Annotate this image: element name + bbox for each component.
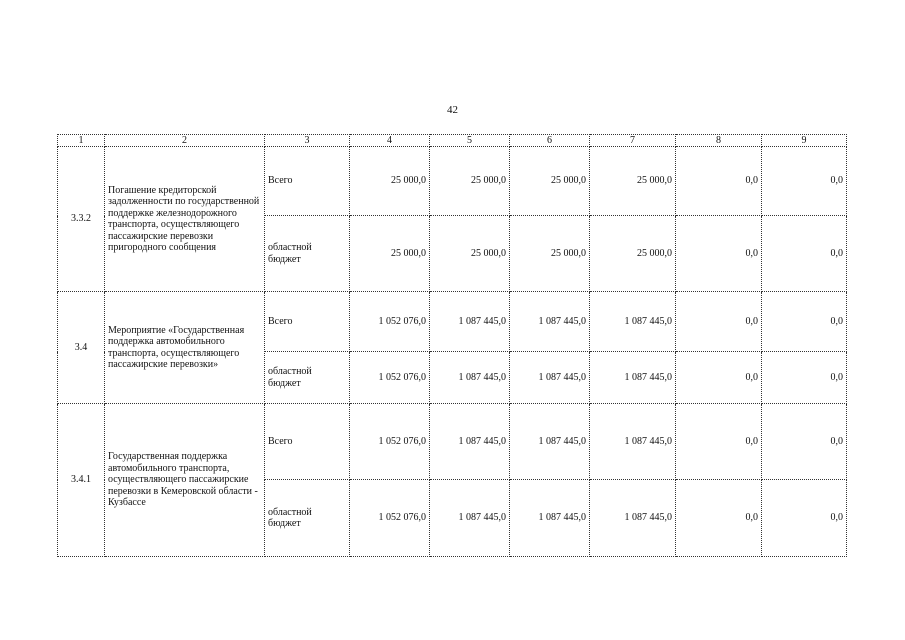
- value-cell: 1 052 076,0: [350, 292, 430, 352]
- value-cell: 1 087 445,0: [430, 404, 510, 480]
- header-cell: 6: [510, 135, 590, 147]
- value-cell: 0,0: [676, 147, 762, 216]
- value-cell: 25 000,0: [510, 216, 590, 292]
- item-name: Мероприятие «Государственная поддержка автомобильного транспорта, осуществляющего пассажирские перевозки»: [105, 292, 265, 404]
- header-cell: 3: [265, 135, 350, 147]
- value-cell: 0,0: [762, 147, 847, 216]
- value-cell: 1 087 445,0: [430, 352, 510, 404]
- funding-source: областной бюджет: [265, 480, 350, 557]
- table-row: [58, 292, 847, 352]
- value-cell: 1 052 076,0: [350, 352, 430, 404]
- value-cell: 25 000,0: [430, 147, 510, 216]
- value-cell: 25 000,0: [430, 216, 510, 292]
- header-cell: 2: [105, 135, 265, 147]
- value-cell: 0,0: [762, 292, 847, 352]
- value-cell: 25 000,0: [350, 216, 430, 292]
- item-number: 3.4.1: [58, 404, 105, 557]
- item-number: 3.4: [58, 292, 105, 404]
- value-cell: 1 087 445,0: [510, 480, 590, 557]
- header-row: [58, 135, 847, 147]
- value-cell: 0,0: [676, 216, 762, 292]
- value-cell: 0,0: [762, 480, 847, 557]
- table-row: [58, 147, 847, 216]
- value-cell: 0,0: [762, 352, 847, 404]
- budget-table: [57, 134, 847, 557]
- header-cell: 5: [430, 135, 510, 147]
- header-cell: 8: [676, 135, 762, 147]
- header-cell: 4: [350, 135, 430, 147]
- page-number: 42: [447, 104, 458, 116]
- header-cell: 7: [590, 135, 676, 147]
- value-cell: 1 087 445,0: [510, 352, 590, 404]
- funding-source: Всего: [265, 292, 350, 352]
- value-cell: 1 087 445,0: [510, 292, 590, 352]
- funding-source: Всего: [265, 404, 350, 480]
- value-cell: 0,0: [676, 404, 762, 480]
- value-cell: 1 052 076,0: [350, 404, 430, 480]
- value-cell: 1 087 445,0: [590, 352, 676, 404]
- value-cell: 0,0: [676, 480, 762, 557]
- value-cell: 1 087 445,0: [590, 292, 676, 352]
- header-cell: 1: [58, 135, 105, 147]
- funding-source: Всего: [265, 147, 350, 216]
- value-cell: 1 052 076,0: [350, 480, 430, 557]
- table-row: [58, 404, 847, 480]
- funding-source: областной бюджет: [265, 352, 350, 404]
- value-cell: 1 087 445,0: [590, 480, 676, 557]
- value-cell: 1 087 445,0: [430, 292, 510, 352]
- value-cell: 25 000,0: [590, 216, 676, 292]
- value-cell: 0,0: [676, 292, 762, 352]
- item-name: Погашение кредиторской задолженности по государственной поддержке железнодорожного транспорта, осуществляющего пассажирские перевозки пригородного сообщения: [105, 147, 265, 292]
- value-cell: 0,0: [676, 352, 762, 404]
- item-name: Государственная поддержка автомобильного транспорта, осуществляющего пассажирские перевозки в Кемеровской области - Кузбассе: [105, 404, 265, 557]
- value-cell: 25 000,0: [590, 147, 676, 216]
- funding-source: областной бюджет: [265, 216, 350, 292]
- value-cell: 0,0: [762, 404, 847, 480]
- header-cell: 9: [762, 135, 847, 147]
- value-cell: 1 087 445,0: [510, 404, 590, 480]
- value-cell: 0,0: [762, 216, 847, 292]
- value-cell: 1 087 445,0: [430, 480, 510, 557]
- item-number: 3.3.2: [58, 147, 105, 292]
- value-cell: 1 087 445,0: [590, 404, 676, 480]
- value-cell: 25 000,0: [510, 147, 590, 216]
- value-cell: 25 000,0: [350, 147, 430, 216]
